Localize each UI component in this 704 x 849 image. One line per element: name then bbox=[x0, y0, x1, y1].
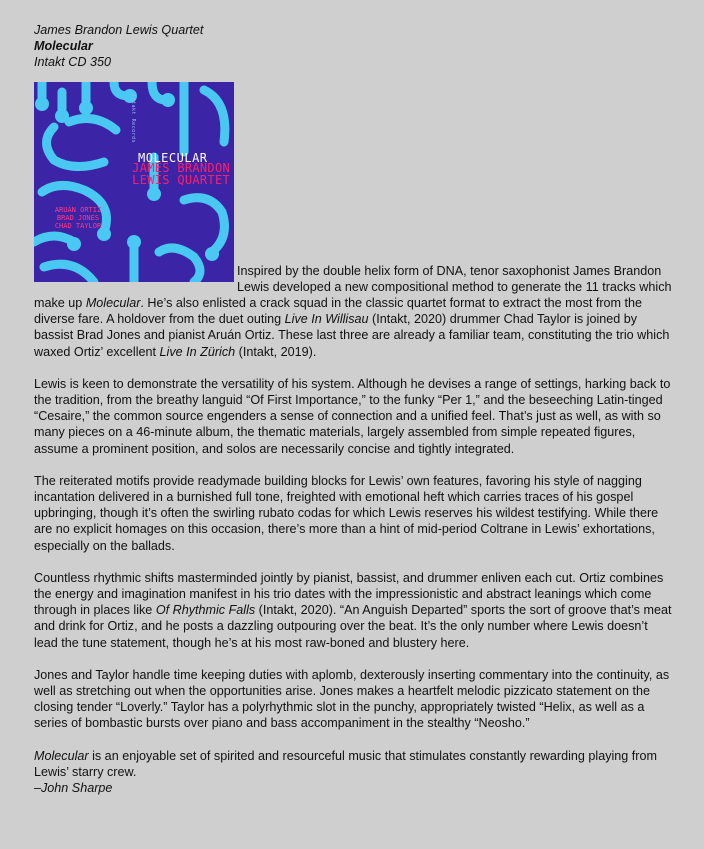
cover-artist bbox=[90, 162, 230, 186]
catalog-number: Intakt CD 350 bbox=[34, 55, 112, 70]
review-page bbox=[34, 22, 674, 812]
cover-credit: BRAD JONES bbox=[56, 213, 100, 222]
paragraph-4 bbox=[34, 570, 674, 651]
p4-text-a: Countless rhythmic shifts masterminded jointly by pianist, bassist, and drummer enliven each cut. Ortiz combines the energy and imagination manifest in his trio dates with the impressionistic and abstract leanings which come through in places like bbox=[34, 570, 664, 618]
paragraph-3: The reiterated motifs provide readymade building blocks for Lewis’ own features, favoring his style of nagging incantation delivered in a burnished full tone, freighted with emotional heft which carries traces of his gospel upbringing, though it’s often the swirling rubato codas for which Lewis reserves his wildest testifying. While there are no explicit homages on this occasion, there’s more than a hint of mid-period Coltrane in Lewis’ exhortations, especially on the ballads. bbox=[34, 473, 659, 553]
cover-artist-line-1: JAMES BRANDON bbox=[132, 160, 230, 175]
p1-text-e: (Intakt, 2020) drummer Chad Taylor is joined by bassist Brad Jones and pianist Aruán Ortiz. These last three are already a familiar team, constituting the trio which waxed Ortiz’ excellent bbox=[34, 312, 670, 359]
cover-title: MOLECULAR bbox=[138, 150, 208, 165]
p1-album-ref-zurich: Live In Zürich bbox=[159, 344, 236, 359]
artist-name: James Brandon Lewis Quartet bbox=[34, 23, 204, 37]
p6-text-b: is an enjoyable set of spirited and resourceful music that stimulates constantly rewarding playing from Lewis’ starry crew. bbox=[34, 748, 657, 779]
cover-artist-line-2: LEWIS QUARTET bbox=[132, 172, 230, 187]
p1-album-ref-willisau: Live In Willisau bbox=[284, 312, 369, 327]
cover-side-label: Intakt Records bbox=[130, 93, 136, 143]
paragraph-1 bbox=[34, 79, 674, 360]
p1-text-c: . He’s also enlisted a crack squad in the classic quartet format to extract the most from the diverse fare. A holdover from the duet outing bbox=[34, 296, 643, 327]
cover-credits bbox=[38, 206, 118, 230]
paragraph-5: Jones and Taylor handle time keeping duties with aplomb, dexterously inserting commentary into the continuity, as well as stretching out when the opportunities arise. Jones makes a heartfelt melodic pizzicato statement on the closing tender “Loverly.” Taylor has a polyrhythmic slot in the punchy, appropriately twisted “Helix, as well as a series of bombastic bursts over piano and bass accompaniment in the stealthy “Neosho.” bbox=[34, 667, 670, 731]
album-title: Molecular bbox=[34, 39, 93, 54]
p1-text-g: (Intakt, 2019). bbox=[235, 344, 317, 359]
review-author: –John Sharpe bbox=[34, 781, 113, 796]
p6-album-ref: Molecular bbox=[34, 748, 89, 763]
review-header bbox=[34, 22, 674, 71]
cover-credit: ARUÁN ORTIZ bbox=[54, 205, 102, 214]
cover-credit: CHAD TAYLOR bbox=[54, 221, 102, 230]
paragraph-6 bbox=[34, 748, 674, 797]
album-cover bbox=[34, 82, 234, 282]
paragraph-2: Lewis is keen to demonstrate the versatility of his system. Although he devises a range of settings, harking back to the tradition, from the breathy languid “Of First Importance,” to the funky “Per 1,” and the beseeching Latin-tinged “Cesaire,” the common source engenders a sense of connection and a unified feel. That’s just as well, as with so many pieces on a 46-minute album, the thematic materials, largely assembled from simple repeated figures, assume a prominent position, and solos are necessarily concise and tightly integrated. bbox=[34, 376, 671, 456]
p1-album-ref: Molecular bbox=[85, 296, 141, 311]
p4-text-c: (Intakt, 2020). “An Anguish Departed” sports the sort of groove that’s meat and drink for Ortiz, and he posts a dazzling outpouring over the beat. It’s the only number where Lewis doesn’t lead the tune statement, though he’s at his most raw-boned and blustery here. bbox=[34, 603, 672, 650]
p4-album-ref: Of Rhythmic Falls bbox=[155, 603, 256, 618]
p1-text-a: Inspired by the double helix form of DNA, tenor saxophonist James Brandon Lewis developed a new compositional method to generate the 11 tracks which make up bbox=[34, 263, 672, 311]
